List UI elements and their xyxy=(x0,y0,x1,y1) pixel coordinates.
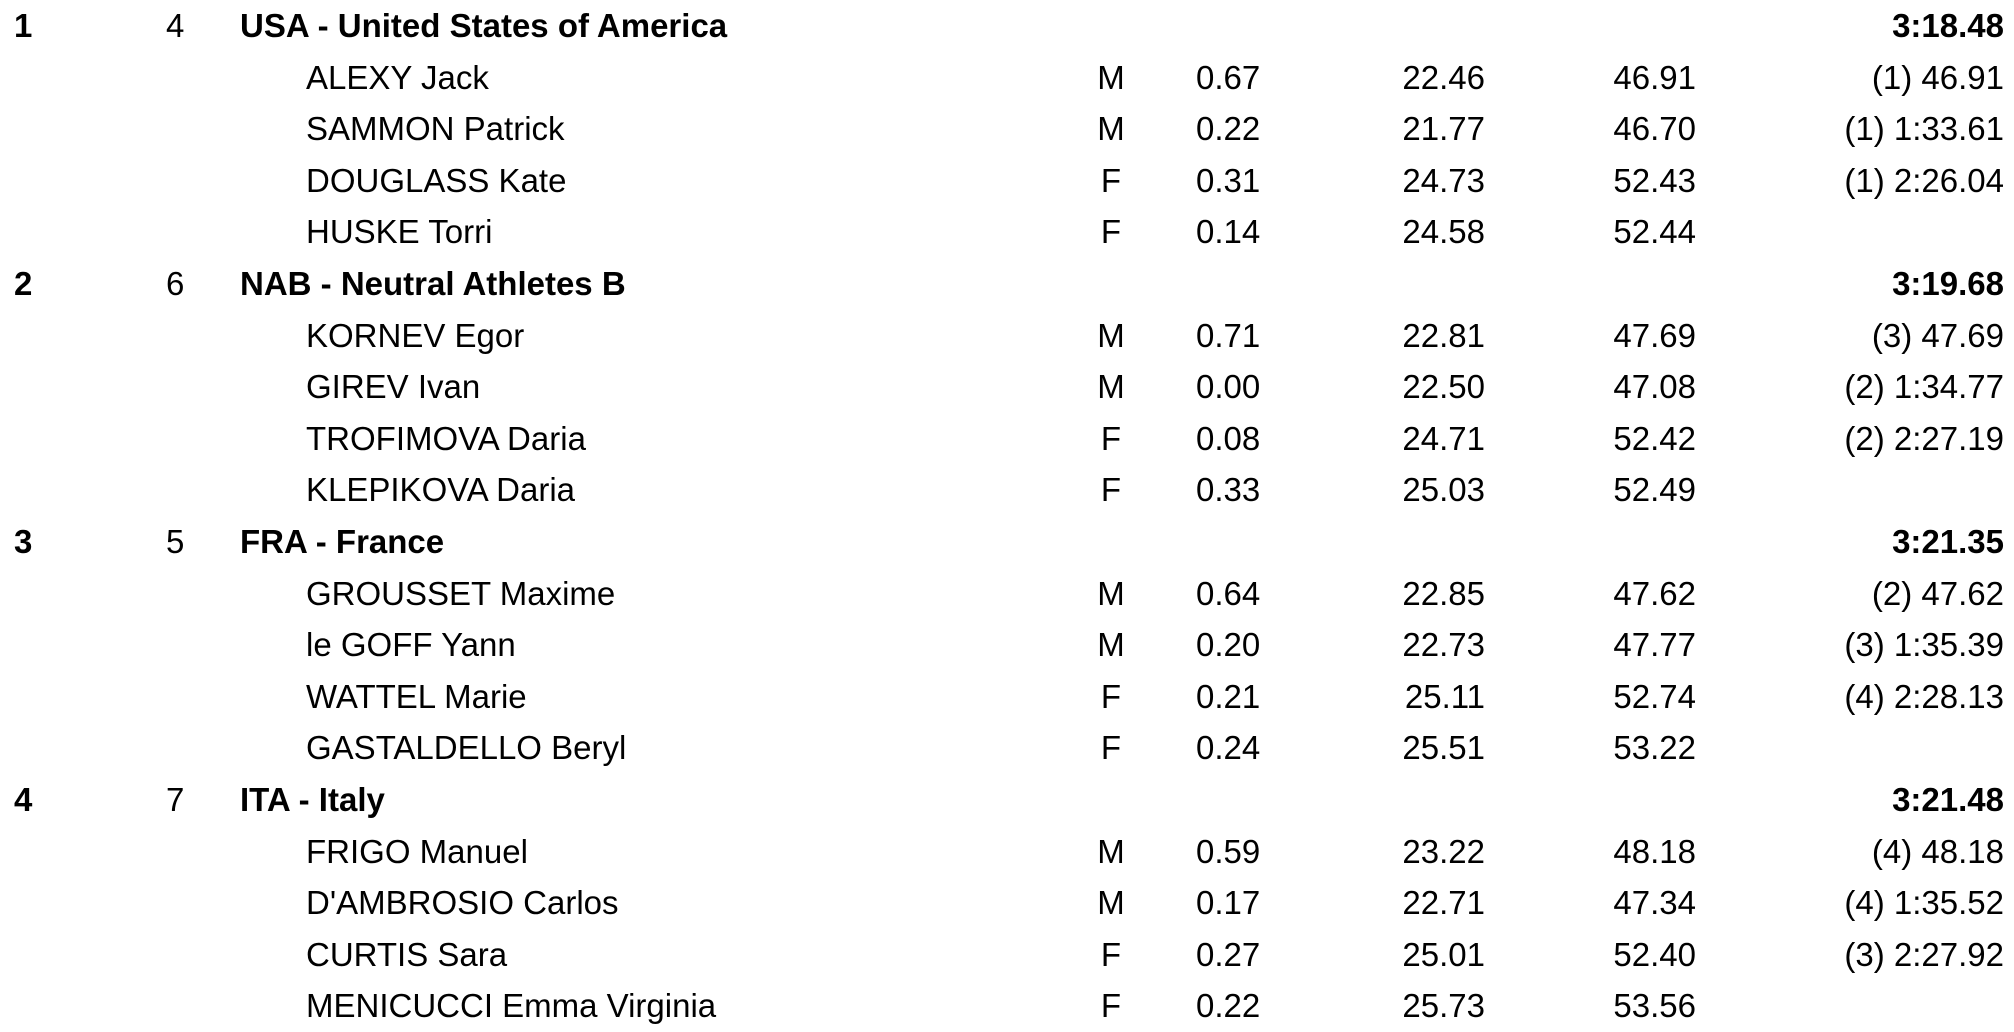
team-rank: 2 xyxy=(14,264,33,302)
reaction-time: 0.08 xyxy=(1196,419,1261,457)
reaction-time: 0.14 xyxy=(1196,213,1261,251)
swimmer-row xyxy=(0,464,2014,516)
swimmer-name: HUSKE Torri xyxy=(306,213,493,251)
swimmer-row xyxy=(0,206,2014,258)
swimmer-gender: M xyxy=(1097,626,1125,664)
swimmer-gender: M xyxy=(1097,884,1125,922)
swimmer-name: ALEXY Jack xyxy=(306,58,489,96)
cumulative-time: (3) 2:27.92 xyxy=(1844,935,2004,973)
swimmer-gender: F xyxy=(1100,161,1122,199)
cumulative-time: (1) 2:26.04 xyxy=(1844,161,2004,199)
reaction-time: 0.17 xyxy=(1196,884,1261,922)
split-50m: 22.73 xyxy=(1402,626,1485,664)
cumulative-time: (2) 2:27.19 xyxy=(1844,419,2004,457)
team-lane: 7 xyxy=(166,780,185,818)
leg-time: 48.18 xyxy=(1613,832,1696,870)
cumulative-time: (4) 1:35.52 xyxy=(1844,884,2004,922)
swimmer-name: WATTEL Marie xyxy=(306,677,527,715)
team-total-time: 3:21.48 xyxy=(1892,780,2004,818)
split-50m: 22.81 xyxy=(1402,316,1485,354)
team-name: USA - United States of America xyxy=(240,7,728,44)
leg-time: 47.34 xyxy=(1613,884,1696,922)
swimmer-gender: M xyxy=(1097,574,1125,612)
swimmer-row xyxy=(0,671,2014,723)
swimmer-name: KLEPIKOVA Daria xyxy=(306,471,576,509)
swimmer-row xyxy=(0,722,2014,774)
swimmer-gender: M xyxy=(1097,832,1125,870)
swimmer-row xyxy=(0,877,2014,929)
reaction-time: 0.24 xyxy=(1196,729,1261,767)
team-total-time: 3:21.35 xyxy=(1892,522,2004,560)
split-50m: 25.01 xyxy=(1402,935,1485,973)
leg-time: 53.56 xyxy=(1613,987,1696,1025)
leg-time: 47.08 xyxy=(1613,368,1696,406)
leg-time: 52.40 xyxy=(1613,935,1696,973)
reaction-time: 0.31 xyxy=(1196,161,1261,199)
team-row xyxy=(0,0,2014,52)
leg-time: 52.43 xyxy=(1613,161,1696,199)
swimmer-name: le GOFF Yann xyxy=(306,626,516,664)
swimmer-row xyxy=(0,826,2014,878)
swimmer-row xyxy=(0,155,2014,207)
split-50m: 25.03 xyxy=(1402,471,1485,509)
reaction-time: 0.21 xyxy=(1196,677,1261,715)
swimmer-gender: M xyxy=(1097,58,1125,96)
swimmer-row xyxy=(0,929,2014,981)
leg-time: 47.77 xyxy=(1613,626,1696,664)
team-rank: 1 xyxy=(14,7,33,44)
swimmer-name: SAMMON Patrick xyxy=(306,110,565,148)
swimmer-name: KORNEV Egor xyxy=(306,316,525,354)
leg-time: 52.74 xyxy=(1613,677,1696,715)
team-lane: 4 xyxy=(166,7,185,44)
cumulative-time: (1) 46.91 xyxy=(1871,58,2004,96)
cumulative-time: (1) 1:33.61 xyxy=(1844,110,2004,148)
reaction-time: 0.71 xyxy=(1196,316,1261,354)
split-50m: 22.46 xyxy=(1402,58,1485,96)
cumulative-time: (4) 48.18 xyxy=(1871,832,2004,870)
split-50m: 24.71 xyxy=(1402,419,1485,457)
cumulative-time: (2) 1:34.77 xyxy=(1844,368,2004,406)
swimmer-gender: F xyxy=(1100,471,1122,509)
reaction-time: 0.22 xyxy=(1196,110,1261,148)
team-rank: 4 xyxy=(14,780,33,818)
swimmer-row xyxy=(0,361,2014,413)
team-name: ITA - Italy xyxy=(240,780,385,818)
team-row xyxy=(0,258,2014,310)
reaction-time: 0.00 xyxy=(1196,368,1261,406)
team-total-time: 3:19.68 xyxy=(1892,264,2004,302)
team-name: FRA - France xyxy=(240,522,445,560)
swimmer-gender: F xyxy=(1100,419,1122,457)
team-row xyxy=(0,516,2014,568)
leg-time: 46.91 xyxy=(1613,58,1696,96)
swimmer-row xyxy=(0,980,2014,1032)
swimmer-name: GIREV Ivan xyxy=(306,368,481,406)
reaction-time: 0.22 xyxy=(1196,987,1261,1025)
swimmer-name: FRIGO Manuel xyxy=(306,832,528,870)
leg-time: 52.42 xyxy=(1613,419,1696,457)
cumulative-time: (3) 1:35.39 xyxy=(1844,626,2004,664)
swimmer-gender: F xyxy=(1100,213,1122,251)
cumulative-time: (4) 2:28.13 xyxy=(1844,677,2004,715)
team-lane: 6 xyxy=(166,264,185,302)
split-50m: 23.22 xyxy=(1402,832,1485,870)
reaction-time: 0.64 xyxy=(1196,574,1261,612)
split-50m: 25.51 xyxy=(1402,729,1485,767)
swimmer-row xyxy=(0,568,2014,620)
split-50m: 24.73 xyxy=(1402,161,1485,199)
swimmer-name: TROFIMOVA Daria xyxy=(306,419,586,457)
leg-time: 46.70 xyxy=(1613,110,1696,148)
swimmer-name: GROUSSET Maxime xyxy=(306,574,616,612)
swimmer-row xyxy=(0,103,2014,155)
reaction-time: 0.27 xyxy=(1196,935,1261,973)
swimmer-row xyxy=(0,413,2014,465)
team-rank: 3 xyxy=(14,522,33,560)
leg-time: 47.69 xyxy=(1613,316,1696,354)
reaction-time: 0.67 xyxy=(1196,58,1261,96)
swimmer-gender: F xyxy=(1100,729,1122,767)
leg-time: 52.49 xyxy=(1613,471,1696,509)
swimmer-gender: F xyxy=(1100,677,1122,715)
split-50m: 25.11 xyxy=(1404,677,1485,715)
team-lane: 5 xyxy=(166,522,185,560)
reaction-time: 0.20 xyxy=(1196,626,1261,664)
swimmer-name: CURTIS Sara xyxy=(306,935,508,973)
swimmer-gender: M xyxy=(1097,110,1125,148)
split-50m: 22.85 xyxy=(1402,574,1485,612)
split-50m: 22.71 xyxy=(1402,884,1485,922)
swimmer-name: MENICUCCI Emma Virginia xyxy=(306,987,717,1025)
split-50m: 21.77 xyxy=(1402,110,1485,148)
swimmer-name: DOUGLASS Kate xyxy=(306,161,567,199)
swimmer-row xyxy=(0,619,2014,671)
team-row xyxy=(0,774,2014,826)
leg-time: 53.22 xyxy=(1613,729,1696,767)
swimmer-gender: M xyxy=(1097,368,1125,406)
swimmer-gender: M xyxy=(1097,316,1125,354)
split-50m: 22.50 xyxy=(1402,368,1485,406)
swimmer-row xyxy=(0,310,2014,362)
team-name: NAB - Neutral Athletes B xyxy=(240,264,626,302)
swimmer-name: GASTALDELLO Beryl xyxy=(306,729,627,767)
leg-time: 47.62 xyxy=(1613,574,1696,612)
cumulative-time: (2) 47.62 xyxy=(1871,574,2004,612)
reaction-time: 0.59 xyxy=(1196,832,1261,870)
reaction-time: 0.33 xyxy=(1196,471,1261,509)
leg-time: 52.44 xyxy=(1613,213,1696,251)
split-50m: 24.58 xyxy=(1402,213,1485,251)
swimmer-row xyxy=(0,52,2014,104)
team-total-time: 3:18.48 xyxy=(1892,7,2004,44)
swimmer-name: D'AMBROSIO Carlos xyxy=(306,884,619,922)
cumulative-time: (3) 47.69 xyxy=(1871,316,2004,354)
swimmer-gender: F xyxy=(1100,987,1122,1025)
swimmer-gender: F xyxy=(1100,935,1122,973)
split-50m: 25.73 xyxy=(1402,987,1485,1025)
